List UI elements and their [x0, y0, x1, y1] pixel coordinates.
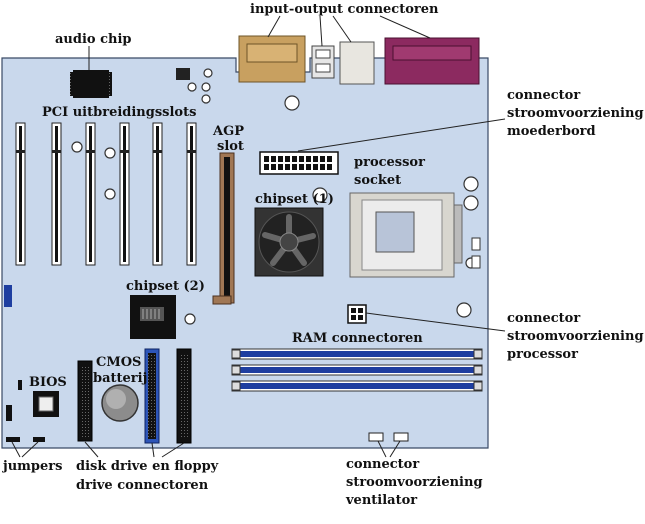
- chipset-2: [130, 295, 176, 339]
- pci-slot: [16, 123, 25, 265]
- pci-slot: [153, 123, 162, 265]
- label-cpu-socket-2: socket: [354, 173, 402, 188]
- ide-connector-secondary: [177, 349, 191, 443]
- label-board-power-1: connector: [507, 88, 581, 103]
- pci-slot: [187, 123, 196, 265]
- chipset-1-fan: [255, 208, 323, 276]
- audio-port: [340, 42, 374, 84]
- label-agp-1: AGP: [213, 124, 244, 139]
- floppy-connector: [78, 361, 92, 441]
- label-agp-2: slot: [217, 139, 244, 154]
- ram-slot: [232, 365, 482, 375]
- label-pci-slots: PCI uitbreidingsslots: [42, 105, 197, 120]
- label-ram: RAM connectoren: [292, 331, 423, 346]
- pci-slot: [120, 123, 129, 265]
- label-cmos-1: CMOS: [96, 355, 142, 370]
- label-cpu-power-3: processor: [507, 347, 578, 362]
- label-io-connectors: input-output connectoren: [250, 2, 439, 17]
- small-chip: [176, 68, 190, 80]
- label-bios: BIOS: [29, 375, 67, 390]
- cpu-power-connector: [348, 305, 366, 323]
- cmos-battery: [102, 385, 138, 421]
- pci-slot: [86, 123, 95, 265]
- board-power-connector: [260, 152, 338, 174]
- label-cpu-power-2: stroomvoorziening: [507, 329, 644, 344]
- label-fan-3: ventilator: [346, 493, 418, 508]
- ram-slot: [232, 381, 482, 391]
- pci-slot: [52, 123, 61, 265]
- label-audio-chip: audio chip: [55, 32, 132, 47]
- label-chipset-2: chipset (2): [126, 279, 205, 294]
- label-cmos-2: batterij: [93, 371, 148, 386]
- ide-connector-primary: [145, 349, 159, 443]
- label-jumpers: jumpers: [3, 459, 63, 474]
- parallel-port: [385, 38, 479, 84]
- audio-chip: [70, 70, 112, 98]
- label-cpu-power-1: connector: [507, 311, 581, 326]
- label-drives-1: disk drive en floppy: [76, 459, 219, 474]
- label-board-power-2: stroomvoorziening: [507, 106, 644, 121]
- ram-slots: [232, 349, 482, 391]
- io-connectors: [239, 36, 479, 84]
- bios-chip: [33, 391, 59, 417]
- ram-slot: [232, 349, 482, 359]
- label-board-power-3: moederbord: [507, 124, 596, 139]
- label-drives-2: drive connectoren: [76, 478, 209, 493]
- label-cpu-socket-1: processor: [354, 155, 425, 170]
- label-fan-2: stroomvoorziening: [346, 475, 483, 490]
- label-chipset-1: chipset (1): [255, 192, 334, 207]
- label-fan-1: connector: [346, 457, 420, 472]
